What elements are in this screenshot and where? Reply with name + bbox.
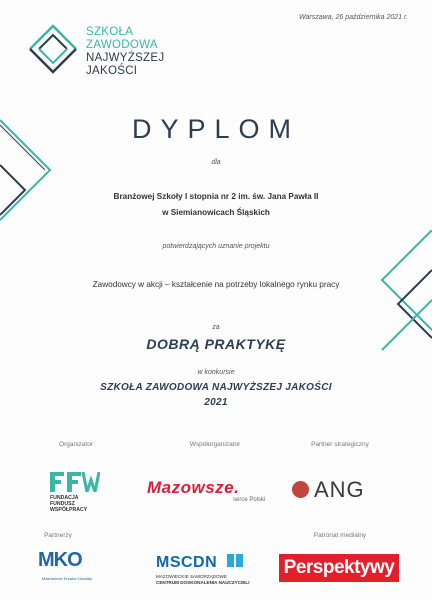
- issue-date: Warszawa, 26 października 2021 r.: [299, 14, 408, 21]
- logo-line-3: NAJWYŻSZEJ: [86, 52, 165, 64]
- mscdn-logo: MSCDN: [156, 554, 218, 571]
- perspektywy-logo: Perspektywy: [279, 554, 399, 582]
- contest-name: SZKOŁA ZAWODOWA NAJWYŻSZEJ JAKOŚCI: [100, 382, 332, 393]
- award-title: DOBRĄ PRAKTYKĘ: [146, 336, 286, 352]
- diploma-title: DYPLOM: [131, 114, 301, 144]
- mscdn-caption-line-1: MAZOWIECKIE SAMORZĄDOWE: [156, 574, 227, 579]
- mscdn-caption: [156, 574, 250, 585]
- media-patronage-label: Patronat medialny: [313, 532, 367, 539]
- for-label: dla: [211, 159, 221, 166]
- partners-label: Partnerzy: [44, 532, 72, 539]
- logo-line-2: ZAWODOWA: [86, 39, 158, 51]
- mscdn-caption-line-2: CENTRUM DOSKONALENIA NAUCZYCIELI: [156, 579, 250, 585]
- mazowsze-tagline: serce Polski: [233, 497, 266, 503]
- ang-emblem-icon: [292, 481, 309, 498]
- confirm-text: potwierdzających uznanie projektu: [162, 243, 270, 250]
- school-name-line-1: Branżowej Szkoły I stopnia nr 2 im. św. Jana Pawła II: [113, 192, 319, 201]
- za-label: za: [212, 324, 220, 331]
- school-name-line-2: w Siemianowicach Śląskich: [162, 208, 270, 217]
- ffw-line-2: FUNDUSZ: [50, 501, 75, 507]
- ffw-logo-icon: [50, 472, 100, 492]
- strategic-partner-label: Partner strategiczny: [311, 441, 369, 448]
- logo-line-1: SZKOŁA: [86, 26, 134, 38]
- logo-wordmark: [86, 26, 164, 78]
- logo-line-4: JAKOŚCI: [86, 65, 138, 77]
- contest-label: w konkursie: [197, 369, 235, 376]
- ang-logo: ANG: [314, 477, 365, 502]
- mazowsze-logo: Mazowsze.: [147, 478, 240, 497]
- ffw-line-3: WSPÓŁPRACY: [50, 507, 88, 513]
- project-name: Zawodowcy w akcji – kształcenie na potrzeby lokalnego rynku pracy: [92, 280, 340, 289]
- ffw-wordmark: [50, 495, 87, 513]
- contest-year: 2021: [204, 397, 228, 408]
- organizer-label: Organizator: [59, 441, 93, 448]
- mko-caption: Mazowiecki Kurator Oświaty: [41, 576, 93, 581]
- mko-logo: MKO: [38, 549, 82, 571]
- coorganizer-label: Współorganizator: [189, 441, 241, 448]
- szkola-logo-icon: [26, 22, 80, 76]
- book-icon: [227, 551, 243, 569]
- ffw-line-1: FUNDACJA: [50, 495, 79, 501]
